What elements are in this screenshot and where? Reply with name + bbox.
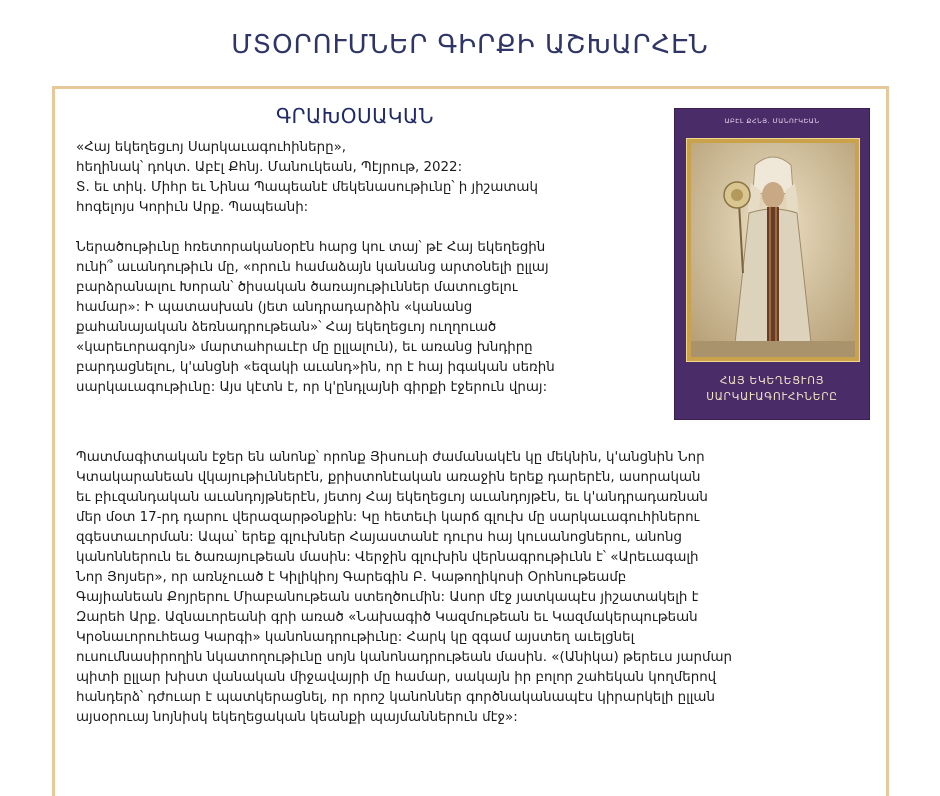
section-title: ԳՐԱԽՕՍԱԿԱՆ [276, 104, 434, 128]
citation-line: Տ. եւ տիկ. Միհր եւ Նինա Պապեանէ մեկենասութիւնը՝ ի յիշատակ [76, 180, 538, 195]
paragraph-line: Կրօնաւորուհեաց Կարգի» կանոնադրութիւնը: Հարկ կը զգամ այստեղ աւելցնել [76, 630, 635, 645]
paragraph-line: Գայիանեան Քոյրերու Միաբանութեան ստեղծումին: Ասոր մէջ յատկապէս յիշատակելի է [76, 590, 699, 605]
paragraph-line: զգեստաւորման: Ապա՝ երեք գլուխներ Հայաստանէ դուրս հայ կուսանոցներու, անոնց [76, 530, 682, 545]
paragraph-line: բարձրանալու Խորան՝ ծիսական ծառայութիւններ մատուցելու [76, 280, 518, 295]
paragraph-line: Կտակարանեան վկայութիւններէն, քրիստոնէական առաջին երեք դարերէն, ասորական [76, 470, 701, 485]
book-cover-image [674, 108, 870, 420]
paragraph-line: հանդերձ՝ դժուար է պատկերացնել, որ որոշ կանոններ գործնականապէս կիրարկելի ըլլան [76, 690, 715, 705]
paragraph-line: քահանայական ձեռնադրութեան»՝ Հայ եկեղեցւոյ ուղղուած [76, 320, 497, 335]
paragraph-line: այսօրուայ նոյնիսկ եկեղեցական կեանքի պայմաններուն մէջ»: [76, 710, 518, 725]
paragraph-line: Զարեհ Արք. Ազնաւորեանի գրի առած «Նախագիծ Կազմութեան եւ Կազմակերպութեան [76, 610, 698, 625]
paragraph-line: եւ բիւզանդական աւանդոյթներէն, յետոյ Հայ եկեղեցւոյ աւանդոյթէն, եւ կ'անդրադառնան [76, 490, 708, 505]
page-title: ՄՏՕՐՈՒՄՆԵՐ ԳԻՐՔԻ ԱՇԽԱՐՀԷՆ [231, 30, 709, 60]
paragraph-line: Պատմագիտական էջեր են անոնք՝ որոնք Յիսուսի ժամանակէն կը մեկնին, կ'անցնին Նոր [76, 450, 705, 465]
cover-title-line1: ՀԱՅ ԵԿԵՂԵՑՒՈՅ [719, 375, 825, 387]
citation-line: հեղինակ՝ դոկտ. Աբէլ Քհնյ. Մանուկեան, Պէյրութ, 2022: [76, 160, 463, 175]
paragraph-line: Ներածութիւնը հռետորականօրէն հարց կու տայ՝ թէ Հայ եկեղեցին [76, 240, 546, 255]
paragraph-line: ուսումնասիրողին նկատողութիւնը սոյն կանոնադրութեան մասին. «(Անիկա) թերեւս յարմար [76, 650, 733, 665]
paragraph-line: Նոր Յոյսեր», որ առնչուած է Կիլիկիոյ Գարեգին Բ. Կաթողիկոսի Օրհնութեամբ [76, 570, 627, 585]
cover-portrait [687, 139, 859, 361]
paragraph-line: ունի՞ աւանդութիւն մը, «որուն համաձայն կանանց արտօնելի ըլլայ [76, 260, 549, 275]
book-citation [76, 138, 538, 218]
citation-line: հոգելոյս Կորիւն Արք. Պապեանի: [76, 200, 309, 215]
portrait-illustration [691, 143, 855, 357]
cover-author: ԱԲԷԼ ՔՀՆՅ. ՄԱՆՈՒԿԵԱՆ [724, 117, 820, 125]
paragraph-line: կանոններուն եւ ծառայութեան մասին: Վերջին գլուխին վերնագրութիւնն է՝ «Արեւագալի [76, 550, 699, 565]
paragraph-line: մեր մօտ 17-րդ դարու վերազարթօնքին: Կը հետեւի կարճ գլուխ մը սարկաւագուհիներու [76, 510, 700, 525]
paragraph-line: պիտի ըլլար խիստ վանական միջավայրի մը համար, սակայն իր բոլոր շահեկան կողմերով [76, 670, 717, 685]
cover-title-line2: ՍԱՐԿԱՒԱԳՈՒՀԻՆԵՐԸ [706, 391, 838, 403]
paragraph-line: սարկաւագութիւնը: Այս կէտն է, որ կ'ընդլայնի գիրքի էջերուն վրայ: [76, 380, 548, 395]
paragraph-history [76, 448, 732, 728]
paragraph-line: համար»: Ի պատասխան (յետ անդրադարձին «կանանց [76, 300, 473, 315]
paragraph-line: «կարեւորագոյն» մարտահրաւէր մը ըլլալուն), եւ առանց խնդիրը [76, 340, 533, 355]
paragraph-line: բարդացնելու, կ'անցնի «եզակի աւանդ»ին, որ է հայ իգական սեռին [76, 360, 555, 375]
paragraph-introduction [76, 238, 555, 398]
citation-line: «Հայ եկեղեցւոյ Սարկաւագուհիները», [76, 140, 347, 155]
